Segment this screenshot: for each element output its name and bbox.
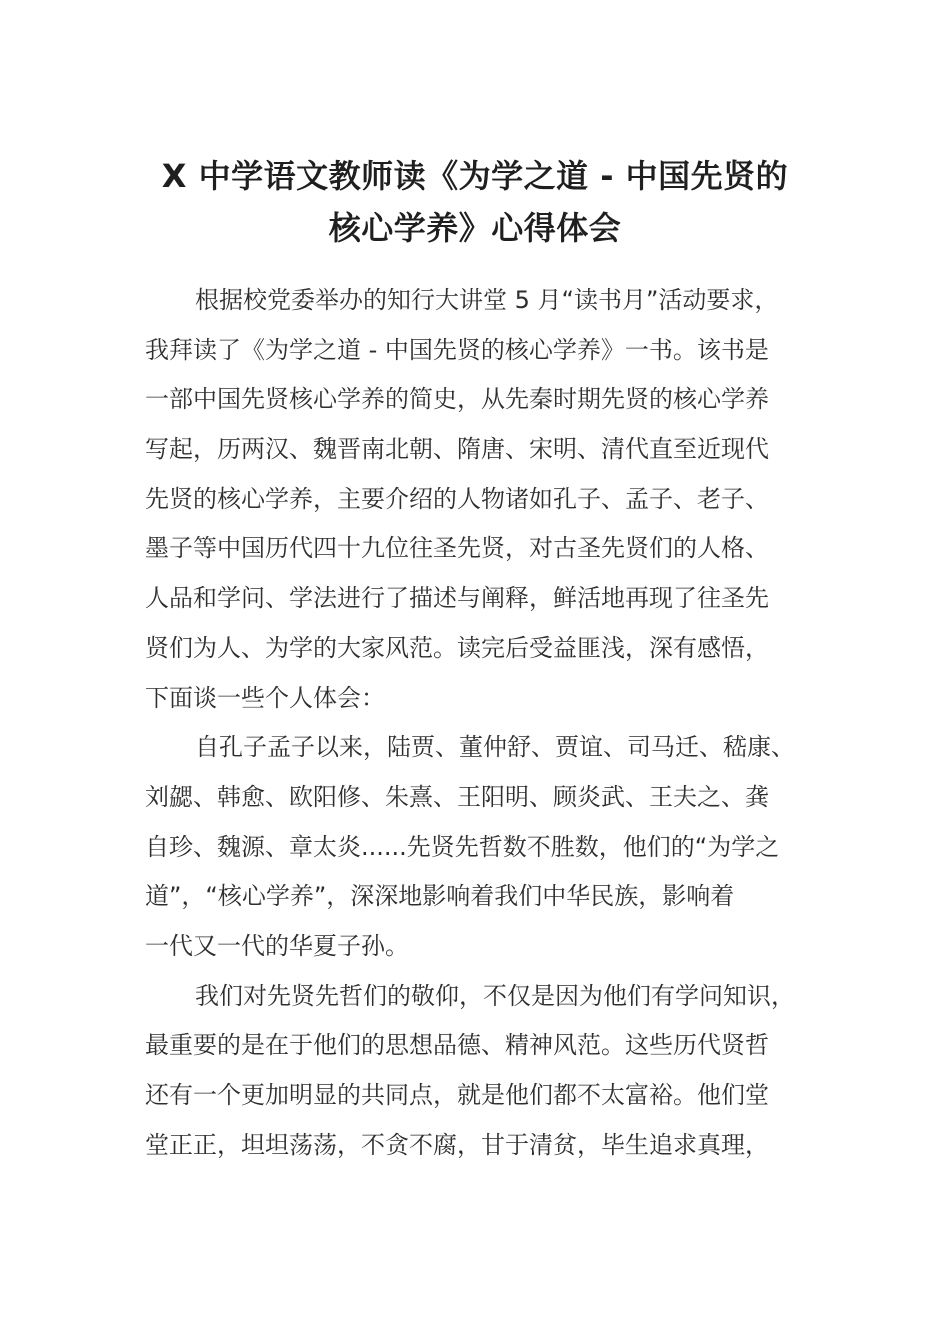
- paragraph-line: 墨子等中国历代四十九位往圣先贤，对古圣先贤们的人格、: [145, 534, 769, 563]
- paragraph-line: 下面谈一些个人体会：: [145, 683, 385, 712]
- title-line: 核心学养》心得体会: [328, 209, 622, 247]
- paragraph-line: 先贤的核心学养，主要介绍的人物诸如孔子、孟子、老子、: [145, 484, 769, 513]
- paragraph-line: 刘勰、韩愈、欧阳修、朱熹、王阳明、顾炎武、王夫之、龚: [145, 782, 769, 811]
- paragraph-line: 堂正正，坦坦荡荡，不贪不腐，甘于清贫，毕生追求真理，: [145, 1130, 769, 1159]
- paragraph-line: 贤们为人、为学的大家风范。读完后受益匪浅，深有感悟，: [145, 633, 769, 662]
- paragraph-2: [145, 723, 825, 971]
- title-line: X 中学语文教师读《为学之道 - 中国先贤的: [161, 157, 789, 195]
- paragraph-line: 我拜读了《为学之道 - 中国先贤的核心学养》一书。该书是: [145, 335, 769, 364]
- paragraph-line: 道”，“核心学养”，深深地影响着我们中华民族，影响着: [145, 882, 735, 911]
- paragraph-line: 一部中国先贤核心学养的简史，从先秦时期先贤的核心学养: [145, 385, 769, 414]
- paragraph-line: 人品和学问、学法进行了描述与阐释，鲜活地再现了往圣先: [145, 584, 769, 613]
- document-title: [120, 150, 830, 254]
- paragraph-line: 最重要的是在于他们的思想品德、精神风范。这些历代贤哲: [145, 1031, 769, 1060]
- paragraph-1: [145, 276, 825, 723]
- paragraph-line: 写起，历两汉、魏晋南北朝、隋唐、宋明、清代直至近现代: [145, 435, 769, 464]
- paragraph-line: 根据校党委举办的知行大讲堂 5 月“读书月”活动要求，: [195, 286, 779, 314]
- paragraph-line: 自珍、魏源、章太炎......先贤先哲数不胜数，他们的“为学之: [145, 832, 780, 861]
- paragraph-line: 我们对先贤先哲们的敬仰，不仅是因为他们有学问知识，: [195, 981, 795, 1010]
- paragraph-line: 一代又一代的华夏子孙。: [145, 931, 409, 960]
- paragraph-line: 自孔子孟子以来，陆贾、董仲舒、贾谊、司马迁、嵇康、: [195, 733, 795, 762]
- document-body: [145, 276, 825, 1170]
- paragraph-3: [145, 972, 825, 1171]
- paragraph-line: 还有一个更加明显的共同点，就是他们都不太富裕。他们堂: [145, 1081, 769, 1109]
